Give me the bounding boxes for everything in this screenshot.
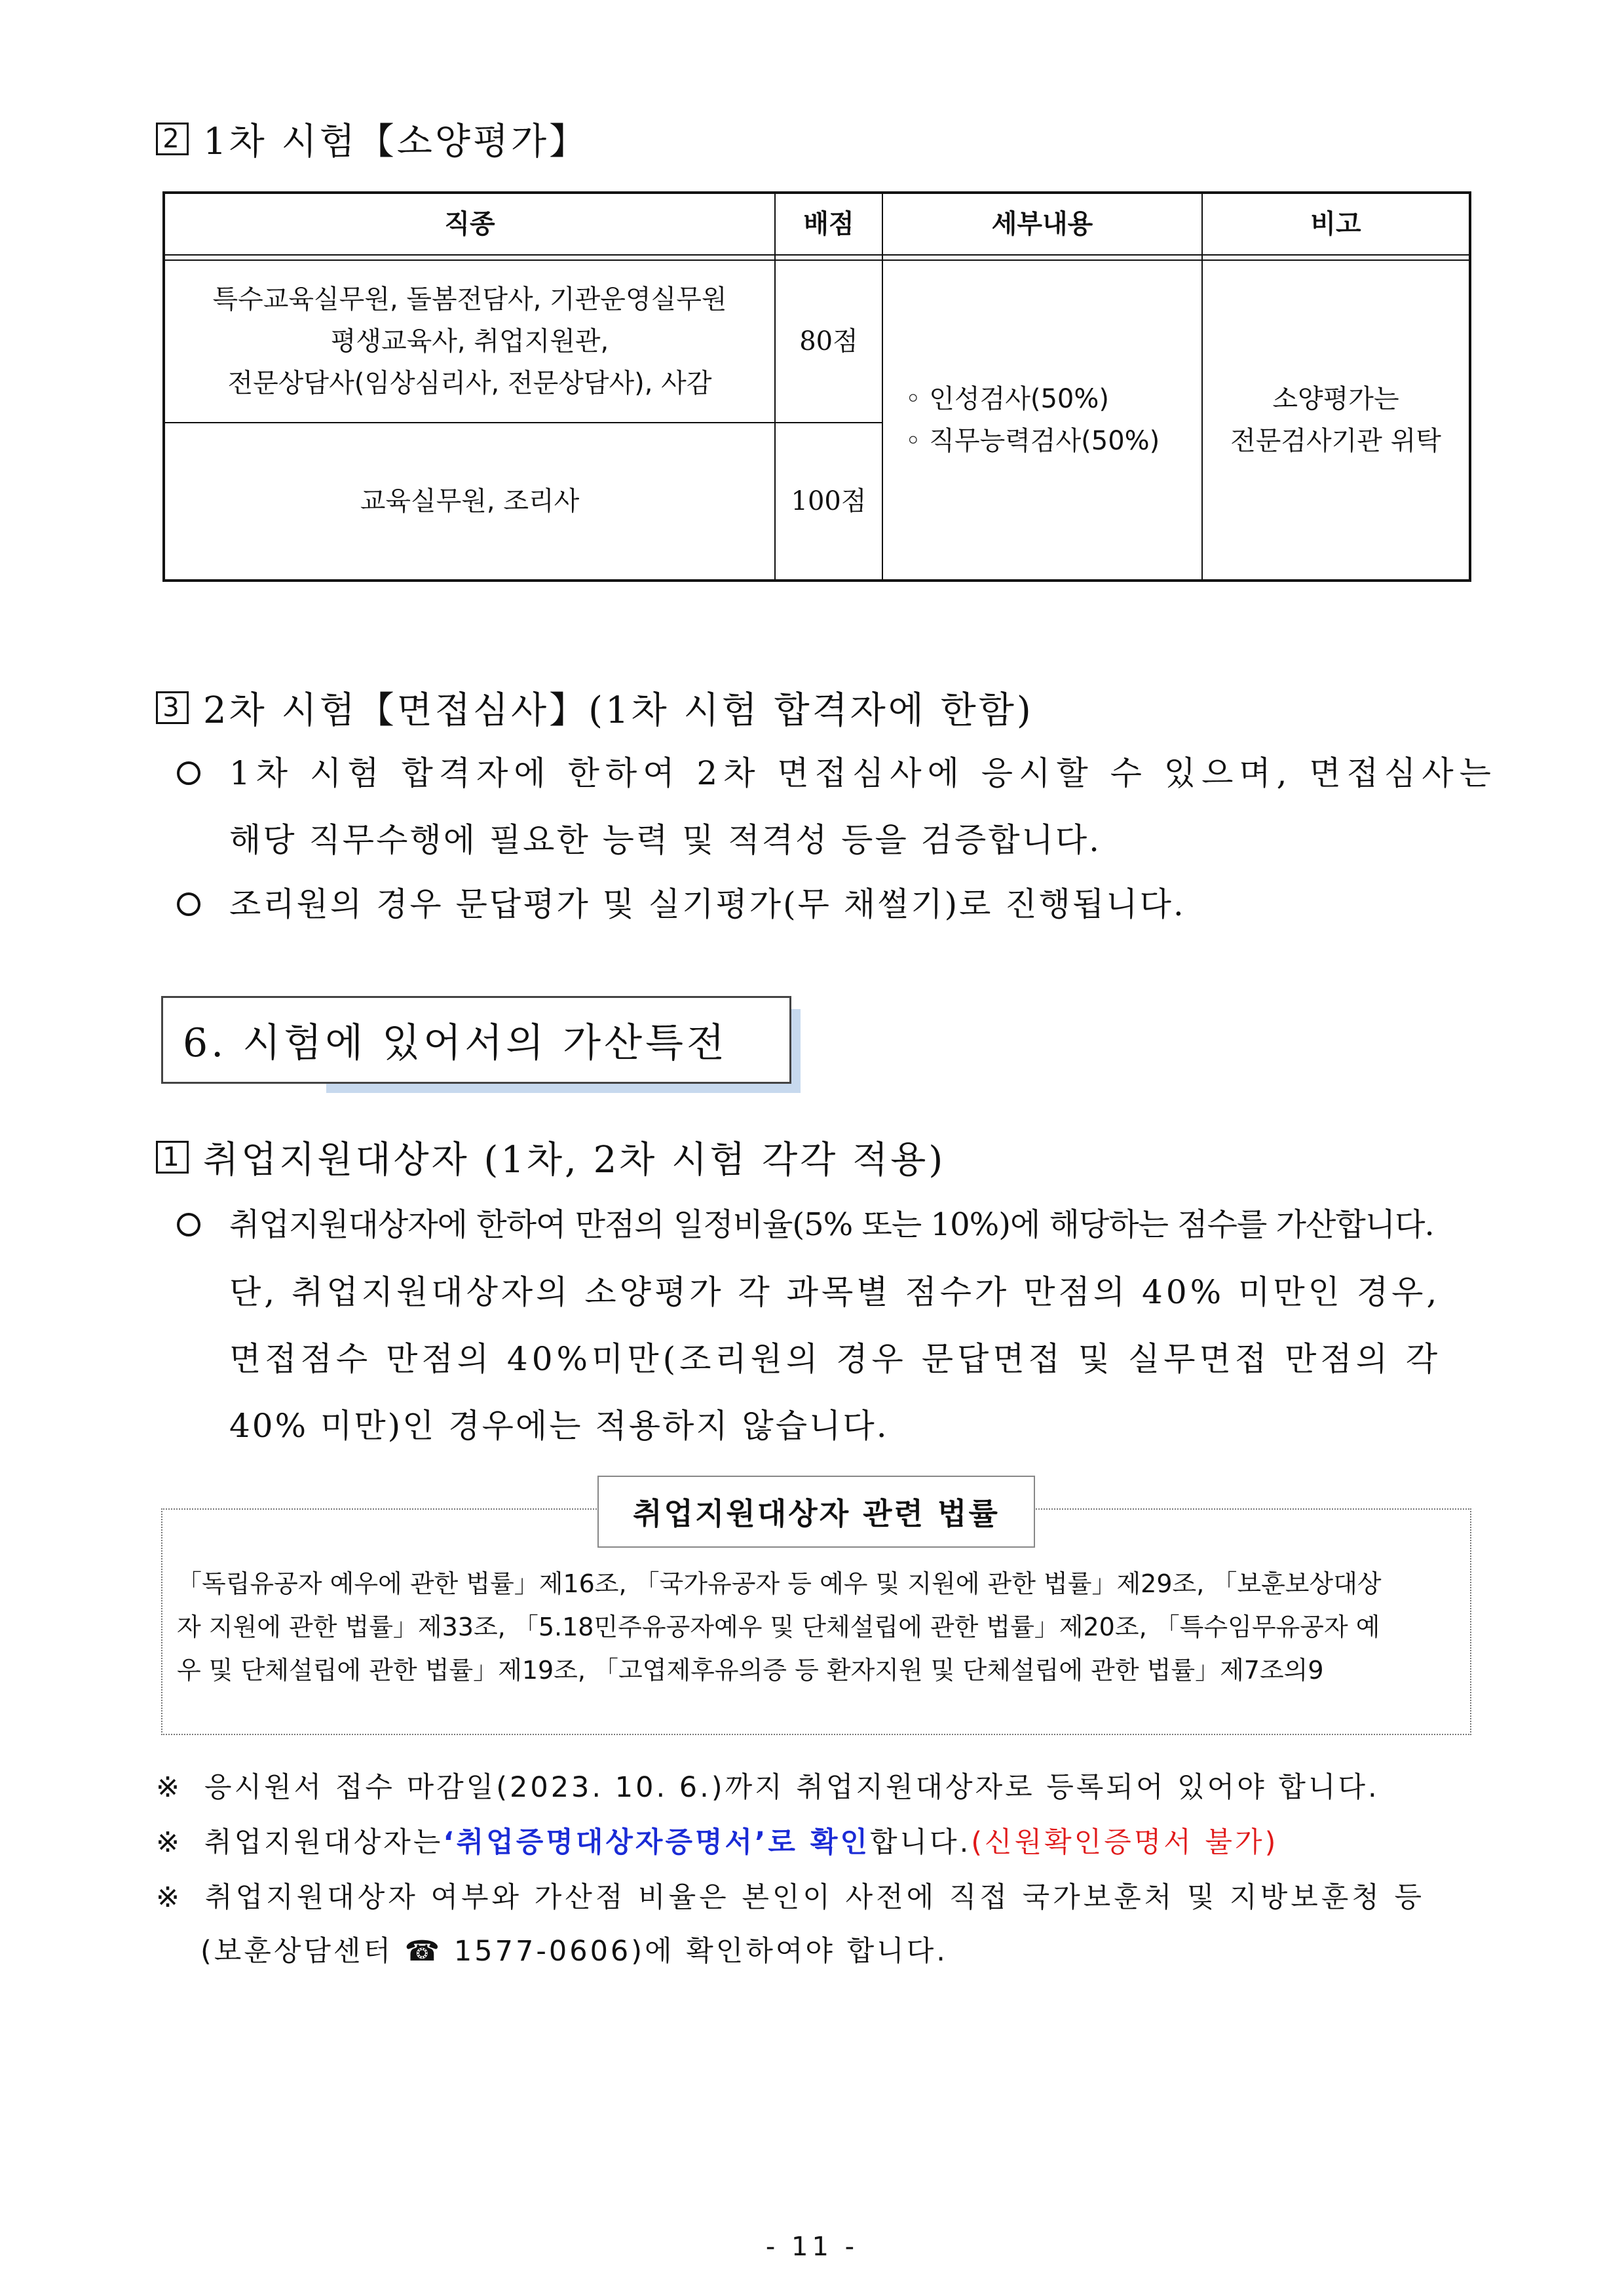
note-line: 전문검사기관 위탁	[1230, 426, 1441, 456]
note-line: 소양평가는	[1272, 384, 1399, 414]
table-detail-cell	[883, 261, 1201, 579]
bullet-text: 취업지원대상자에 한하여 만점의 일정비율(5% 또는 10%)에 해당하는 점수를 가산합니다.	[229, 1206, 1434, 1243]
note-2	[156, 1820, 1278, 1860]
table-note-cell	[1203, 261, 1469, 579]
detail-line: ◦ 인성검사(50%)	[905, 384, 1109, 414]
bullet-continuation: 40% 미만)인 경우에는 적용하지 않습니다.	[229, 1407, 889, 1445]
table-header-job: 직종	[444, 209, 495, 239]
reference-mark: ※	[156, 1826, 183, 1859]
section-6-title: 6. 시험에 있어서의 가산특전	[161, 996, 791, 1084]
section-title: 1차 시험【소양평가】	[203, 121, 589, 163]
bullet-text: 1차 시험 합격자에 한하여 2차 면접심사에 응시할 수 있으며, 면접심사는	[229, 754, 1497, 792]
table-header-detail: 세부내용	[991, 209, 1093, 239]
subsection-1-heading	[156, 1131, 945, 1183]
bullet-circle-icon	[177, 1213, 200, 1236]
table-row-2-job: 교육실무원, 조리사	[360, 486, 580, 516]
page-number: - 11 -	[765, 2232, 859, 2262]
note-text: 응시원서 접수 마감일(2023. 10. 6.)까지 취업지원대상자로 등록되어 있어야 합니다.	[204, 1771, 1380, 1804]
table-row-1-score: 80점	[799, 326, 858, 356]
section-3-heading	[156, 681, 1034, 734]
bullet-item	[177, 747, 1497, 794]
table-header-score: 배점	[803, 209, 854, 239]
law-line: 자 지원에 관한 법률」제33조, 「5.18민주유공자예우 및 단체설립에 관한 법률」제20조, 「특수임무유공자 예	[177, 1613, 1380, 1641]
section-title: 취업지원대상자 (1차, 2차 시험 각각 적용)	[203, 1139, 946, 1181]
bullet-item	[177, 878, 1186, 925]
note-highlight: ‘취업증명대상자증명서’로 확인	[443, 1826, 870, 1859]
section-number-box: 1	[156, 1141, 189, 1174]
bullet-circle-icon	[177, 892, 200, 916]
law-box-title: 취업지원대상자 관련 법률	[597, 1476, 1035, 1548]
bullet-text: 조리원의 경우 문답평가 및 실기평가(무 채썰기)로 진행됩니다.	[229, 885, 1186, 923]
note-3-continuation: (보훈상담센터 ☎ 1577-0606)에 확인하여야 합니다.	[200, 1935, 948, 1968]
bullet-continuation: 면접점수 만점의 40%미만(조리원의 경우 문답면접 및 실무면접 만점의 각	[229, 1340, 1442, 1378]
note-warning: (신원확인증명서 불가)	[971, 1826, 1279, 1859]
note-text: 합니다.	[869, 1826, 972, 1859]
note-text: 취업지원대상자 여부와 가산점 비율은 본인이 사전에 직접 국가보훈처 및 지방보훈청 등	[205, 1881, 1426, 1914]
note-text: 취업지원대상자는	[204, 1826, 444, 1859]
law-line: 「독립유공자 예우에 관한 법률」제16조, 「국가유공자 등 예우 및 지원에 관한 법률」제29조, 「보훈보상대상	[177, 1569, 1382, 1598]
reference-mark: ※	[156, 1881, 183, 1914]
job-line: 전문상담사(임상심리사, 전문상담사), 사감	[227, 368, 712, 398]
section-number-box: 2	[156, 123, 189, 155]
law-line: 우 및 단체설립에 관한 법률」제19조, 「고엽제후유의증 등 환자지원 및 단체설립에 관한 법률」제7조의9	[177, 1656, 1324, 1685]
table-header-rule	[165, 254, 1469, 256]
bullet-circle-icon	[177, 761, 200, 785]
detail-line: ◦ 직무능력검사(50%)	[905, 426, 1160, 456]
table-row-2-score: 100점	[791, 486, 867, 516]
section-title: 2차 시험【면접심사】(1차 시험 합격자에 한함)	[203, 689, 1034, 732]
table-row-1-job	[165, 261, 774, 422]
section-6-heading	[161, 996, 801, 1093]
job-line: 특수교육실무원, 돌봄전담사, 기관운영실무원	[212, 284, 727, 315]
bullet-continuation: 해당 직무수행에 필요한 능력 및 적격성 등을 검증합니다.	[229, 821, 1102, 859]
section-number-box: 3	[156, 691, 189, 724]
bullet-continuation: 단, 취업지원대상자의 소양평가 각 과목별 점수가 만점의 40% 미만인 경우,	[229, 1273, 1441, 1311]
note-3	[156, 1875, 1425, 1915]
job-line: 평생교육사, 취업지원관,	[330, 326, 609, 356]
note-1	[156, 1765, 1380, 1805]
bullet-item	[177, 1199, 1434, 1244]
table-header-note: 비고	[1310, 209, 1361, 239]
exam-table	[162, 191, 1471, 582]
reference-mark: ※	[156, 1771, 183, 1804]
section-2-heading	[156, 113, 588, 165]
